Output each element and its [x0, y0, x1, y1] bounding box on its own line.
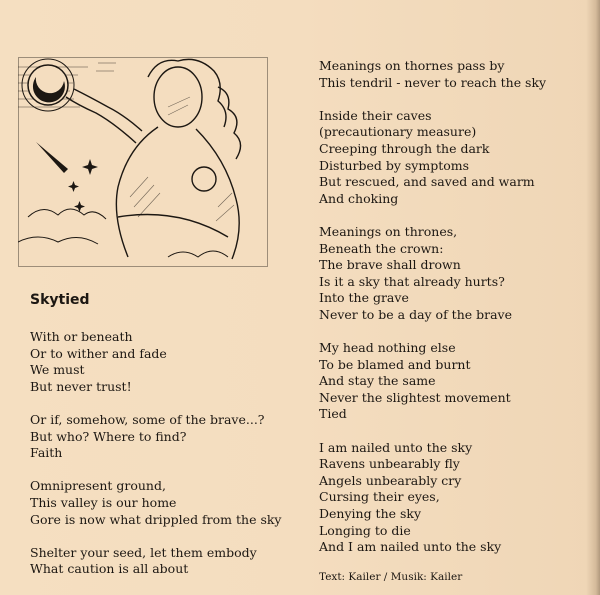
lyric-line: (precautionary measure)	[319, 124, 477, 140]
lyric-line: Denying the sky	[319, 506, 422, 522]
lyric-line: But who? Where to find?	[30, 428, 187, 444]
moon-icon	[22, 59, 74, 111]
poem-title: Skytied	[30, 292, 90, 308]
stanza	[30, 412, 282, 462]
stanza	[319, 58, 546, 91]
lyric-line: Tied	[319, 406, 347, 422]
lyric-line: Into the grave	[319, 290, 409, 306]
stanza	[319, 224, 546, 324]
lyric-line: The brave shall drown	[319, 257, 461, 273]
lyric-line: This tendril - never to reach the sky	[319, 74, 547, 90]
lyric-line: I am nailed unto the sky	[319, 439, 473, 455]
lyric-line: Disturbed by symptoms	[319, 157, 470, 173]
lyric-line: We must	[30, 362, 85, 378]
lyric-line: Beneath the crown:	[319, 240, 444, 256]
lyric-line: And I am nailed unto the sky	[319, 539, 502, 555]
lyric-line: Ravens unbearably fly	[319, 456, 460, 472]
lyric-line: Omnipresent ground,	[30, 478, 166, 494]
lyric-line: Cursing their eyes,	[319, 489, 440, 505]
stanza	[30, 329, 282, 395]
lyric-line: Or if, somehow, some of the brave...?	[30, 411, 265, 427]
woodcut-figure-holding-crescent-moon-illustration	[18, 57, 268, 267]
stanza	[319, 440, 546, 556]
lyric-line: Meanings on thornes pass by	[319, 58, 505, 73]
right-column	[319, 58, 546, 572]
stanza	[319, 340, 546, 423]
lyric-line: Angels unbearably cry	[319, 472, 462, 488]
lyric-line: My head nothing else	[319, 340, 456, 356]
lyric-line: With or beneath	[30, 329, 133, 344]
lyric-line: What caution is all about	[30, 561, 189, 577]
credits-line: Text: Kailer / Musik: Kailer	[319, 571, 463, 583]
lyric-line: Shelter your seed, let them embody	[30, 544, 257, 560]
lyric-line: Never to be a day of the brave	[319, 306, 513, 322]
lyric-line: Longing to die	[319, 522, 411, 538]
left-column	[30, 329, 282, 595]
stanza	[30, 478, 282, 528]
stanza	[30, 545, 282, 578]
lyric-line: Meanings on thrones,	[319, 223, 458, 239]
lyric-line: But never trust!	[30, 378, 132, 394]
lyric-line: To be blamed and burnt	[319, 356, 471, 372]
lyric-line: Creeping through the dark	[319, 140, 490, 156]
lyric-line: Is it a sky that already hurts?	[319, 273, 505, 289]
lyric-line: But rescued, and saved and warm	[319, 174, 535, 190]
stanza	[319, 108, 546, 208]
lyric-line: Inside their caves	[319, 107, 432, 123]
lyric-line: Gore is now what drippled from the sky	[30, 511, 282, 527]
lyric-line: Faith	[30, 445, 63, 461]
lyric-line: This valley is our home	[30, 494, 177, 510]
lyric-line: Or to wither and fade	[30, 345, 167, 361]
page-fold-shadow	[586, 0, 600, 595]
lyric-line: And choking	[319, 190, 399, 206]
lyric-line: Never the slightest movement	[319, 389, 511, 405]
lyric-line: And stay the same	[319, 373, 436, 389]
